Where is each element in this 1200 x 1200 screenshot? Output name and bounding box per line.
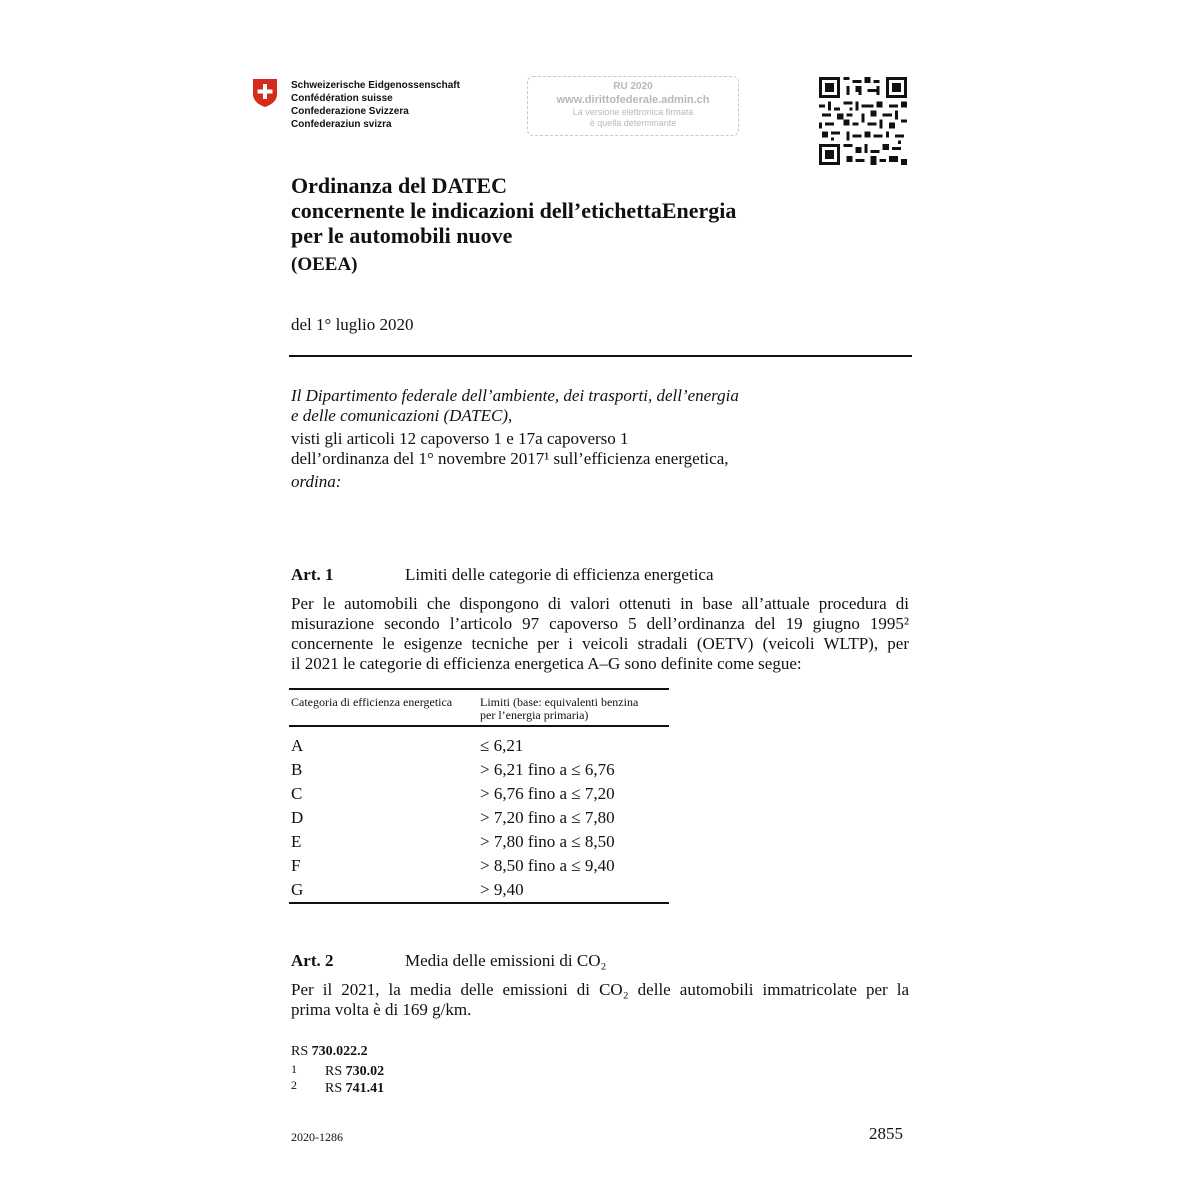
table-bottom-rule	[289, 902, 669, 904]
footnote-1-mark: 1	[291, 1062, 297, 1076]
limit-cell: > 6,21 fino a ≤ 6,76	[480, 760, 615, 779]
footnote-1	[325, 1066, 384, 1078]
confederation-names	[291, 79, 460, 131]
table-row	[289, 830, 669, 854]
art2-heading: Media delle emissioni di CO₂	[405, 951, 607, 970]
limit-cell: ≤ 6,21	[480, 736, 524, 755]
table-body	[289, 727, 669, 902]
rs-number: 741.41	[345, 1081, 385, 1096]
table-header-limits-line-2: per l’energia primaria)	[480, 708, 589, 722]
document-title	[291, 173, 736, 248]
art2-number: Art. 2	[291, 951, 334, 970]
category-cell: G	[291, 880, 304, 899]
document-abbreviation: (OEEA)	[291, 254, 358, 275]
art2-text-line-2: prima volta è di 169 g/km.	[291, 1000, 472, 1019]
rs-prefix: RS	[325, 1081, 346, 1096]
art1-number: Art. 1	[291, 565, 334, 584]
confederation-name-fr: Confédération suisse	[291, 93, 393, 104]
stamp-line-4: è quella determinante	[589, 118, 677, 128]
stamp-line-3: La versione elettronica firmata	[572, 107, 694, 117]
limit-cell: > 6,76 fino a ≤ 7,20	[480, 784, 615, 803]
confederation-name-it: Confederazione Svizzera	[291, 106, 409, 117]
art1-text-line-2: misurazione secondo l’articolo 97 capoverso 5 dell’ordinanza del 19 giugno 1995²	[291, 614, 909, 633]
table-header-limits-line-1: Limiti (base: equivalenti benzina	[480, 695, 639, 709]
title-line-2: concernente le indicazioni dell’etichettaEnergia	[291, 198, 737, 223]
preamble-department-line-2: e delle comunicazioni (DATEC),	[291, 406, 513, 425]
official-publication-stamp	[527, 76, 739, 136]
title-line-1: Ordinanza del DATEC	[291, 173, 507, 198]
stamp-line-2: www.dirittofederale.admin.ch	[556, 94, 710, 106]
limit-cell: > 7,80 fino a ≤ 8,50	[480, 832, 615, 851]
table-row	[289, 878, 669, 902]
art1-text-line-3: concernente le esigenze tecniche per i veicoli stradali (OETV) (veicoli WLTP), per	[291, 634, 909, 653]
art1-text	[291, 594, 909, 674]
rs-number: 730.02	[345, 1064, 385, 1079]
rs-number: 730.022.2	[311, 1044, 368, 1059]
confederation-name-de: Schweizerische Eidgenossenschaft	[291, 80, 460, 91]
page-number: 2855	[869, 1124, 903, 1143]
footnote-2-mark: 2	[291, 1078, 297, 1092]
table-row	[289, 758, 669, 782]
document-number: 2020-1286	[291, 1130, 343, 1144]
limit-cell: > 9,40	[480, 880, 524, 899]
document-date: del 1° luglio 2020	[291, 315, 414, 334]
table-row	[289, 734, 669, 758]
table-header-limits	[480, 696, 669, 725]
title-line-3: per le automobili nuove	[291, 223, 513, 248]
rs-prefix: RS	[291, 1044, 312, 1059]
preamble	[291, 386, 739, 492]
preamble-department-line-1: Il Dipartimento federale dell’ambiente, dei trasporti, dell’energia	[291, 386, 739, 405]
art1-text-line-1: Per le automobili che dispongono di valori ottenuti in base all’attuale procedura di	[291, 594, 909, 613]
category-cell: A	[291, 736, 304, 755]
category-cell: D	[291, 808, 304, 827]
title-divider	[289, 355, 912, 357]
confederation-name-rm: Confederaziun svizra	[291, 119, 392, 130]
qr-code-icon	[819, 77, 907, 165]
category-cell: B	[291, 760, 303, 779]
table-row	[289, 854, 669, 878]
footnote-rs-main	[291, 1046, 368, 1058]
footnote-2	[325, 1083, 384, 1095]
swiss-crest-icon	[252, 78, 278, 108]
preamble-legal-basis-line-2: dell’ordinanza del 1° novembre 2017¹ sull’efficienza energetica,	[291, 449, 729, 468]
category-cell: F	[291, 856, 301, 875]
limit-cell: > 8,50 fino a ≤ 9,40	[480, 856, 615, 875]
stamp-line-1: RU 2020	[613, 81, 653, 92]
table-header	[289, 690, 669, 725]
preamble-ordina: ordina:	[291, 472, 342, 491]
preamble-legal-basis-line-1: visti gli articoli 12 capoverso 1 e 17a capoverso 1	[291, 429, 629, 448]
table-row	[289, 806, 669, 830]
art2-text	[291, 980, 909, 1020]
table-header-category: Categoria di efficienza energetica	[291, 695, 453, 709]
art1-heading: Limiti delle categorie di efficienza energetica	[405, 565, 714, 584]
table-row	[289, 782, 669, 806]
rs-prefix: RS	[325, 1064, 346, 1079]
efficiency-categories-table	[289, 688, 669, 904]
art1-text-line-4: il 2021 le categorie di efficienza energetica A–G sono definite come segue:	[291, 654, 802, 673]
category-cell: E	[291, 832, 302, 851]
art2-text-line-1: Per il 2021, la media delle emissioni di CO₂ delle automobili immatricolate per la	[291, 980, 909, 999]
category-cell: C	[291, 784, 303, 803]
limit-cell: > 7,20 fino a ≤ 7,80	[480, 808, 615, 827]
